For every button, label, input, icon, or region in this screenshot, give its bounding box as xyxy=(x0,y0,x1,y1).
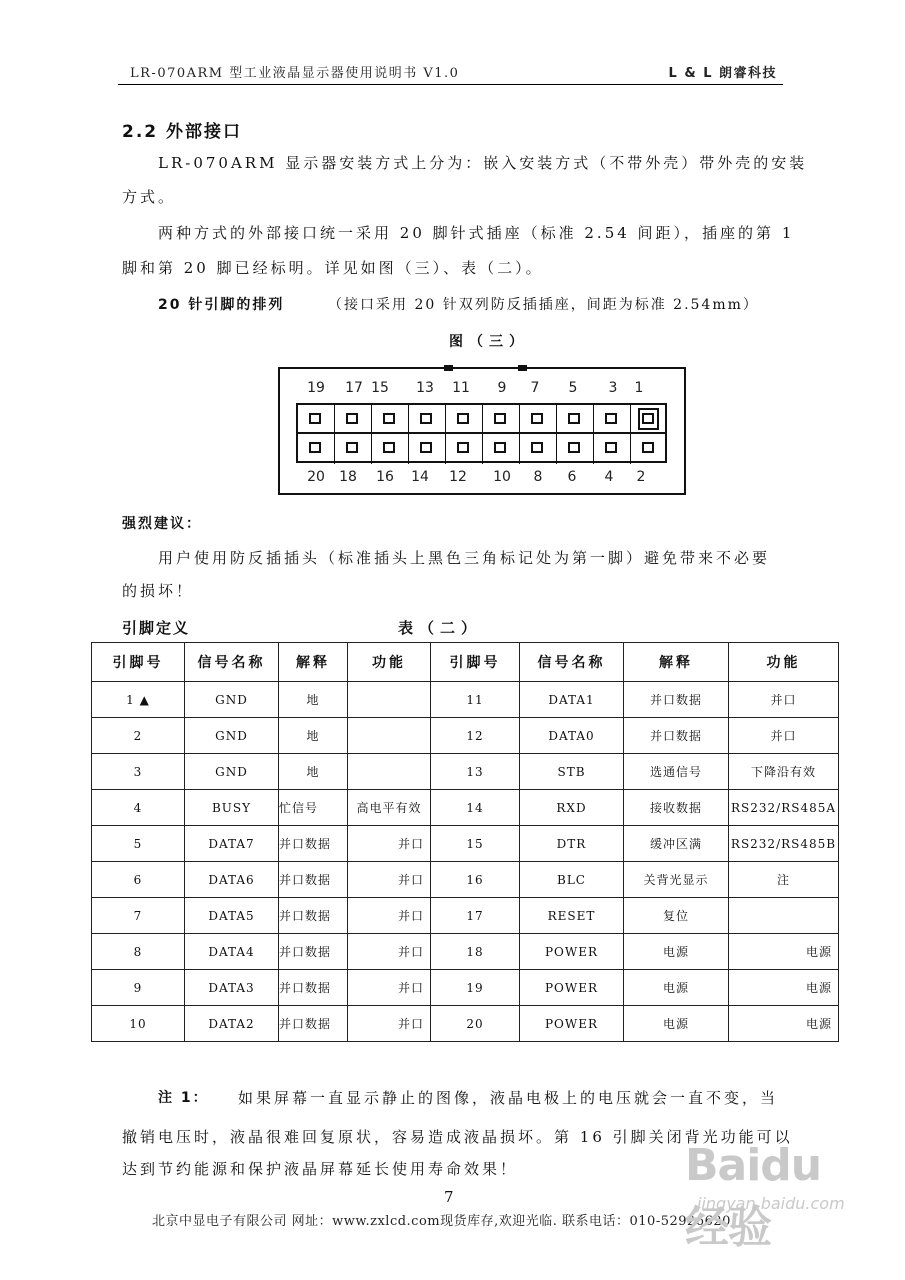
footer-contact: 北京中显电子有限公司 网址：www.zxlcd.com现货库存,欢迎光临. 联系电话：010-52926620 xyxy=(152,1214,731,1229)
connector-pin xyxy=(298,434,335,464)
signal-name: DATA2 xyxy=(185,1006,279,1042)
header-signal: 信号名称 xyxy=(520,643,624,682)
signal-name: DTR xyxy=(520,826,624,862)
function: 并口 xyxy=(348,934,431,970)
table-row xyxy=(92,826,839,862)
connector-pin xyxy=(631,434,668,464)
pin-label-top: 9 xyxy=(497,380,507,396)
table-row xyxy=(92,682,839,718)
para1-line1: LR-070ARM 显示器安装方式上分为：嵌入安装方式（不带外壳）带外壳的安装 xyxy=(158,154,808,172)
pin-arrangement-note: （接口采用 20 针双列防反插插座，间距为标准 2.54mm） xyxy=(328,297,759,313)
description: 并口数据 xyxy=(279,862,348,898)
function: 下降沿有效 xyxy=(729,754,839,790)
pin-square xyxy=(568,413,580,424)
pin-number: 1 ▲ xyxy=(92,682,185,718)
connector-pin xyxy=(335,434,372,464)
function: 注 xyxy=(729,862,839,898)
table-row xyxy=(92,1006,839,1042)
signal-name: STB xyxy=(520,754,624,790)
advice-line2: 的损坏！ xyxy=(122,582,195,600)
table-number: 表（二） xyxy=(398,619,483,637)
description: 并口数据 xyxy=(279,934,348,970)
connector-pin xyxy=(335,405,372,435)
pin-number: 18 xyxy=(431,934,520,970)
pin-definition-table xyxy=(91,642,839,1042)
pin-label-top: 15 xyxy=(371,380,389,396)
pin-square xyxy=(420,413,432,424)
signal-name: GND xyxy=(185,754,279,790)
signal-name: BUSY xyxy=(185,790,279,826)
description: 缓冲区满 xyxy=(624,826,729,862)
note-line2: 撤销电压时，液晶很难回复原状，容易造成液晶损坏。第 16 引脚关闭背光功能可以 xyxy=(122,1128,793,1146)
pin-square xyxy=(642,442,654,453)
signal-name: DATA3 xyxy=(185,970,279,1006)
table-row xyxy=(92,970,839,1006)
pin-number: 17 xyxy=(431,898,520,934)
pin-number: 5 xyxy=(92,826,185,862)
description: 地 xyxy=(279,682,348,718)
pin-square xyxy=(457,413,469,424)
pin-square xyxy=(383,442,395,453)
pin-label-bottom: 4 xyxy=(604,469,614,485)
pin-label-bottom: 10 xyxy=(493,469,511,485)
function: 并口 xyxy=(348,970,431,1006)
header-title: LR-070ARM 型工业液晶显示器使用说明书 V1.0 xyxy=(130,66,460,81)
header-rule xyxy=(118,84,783,85)
pin-number: 9 xyxy=(92,970,185,1006)
pin-label-top: 19 xyxy=(307,380,325,396)
header-company: L & L 朗睿科技 xyxy=(668,66,777,81)
function: 并口 xyxy=(348,898,431,934)
description: 电源 xyxy=(624,934,729,970)
para1-line2: 方式。 xyxy=(122,188,177,206)
pin-label-top: 11 xyxy=(452,380,470,396)
signal-name: GND xyxy=(185,682,279,718)
note-line3: 达到节约能源和保护液晶屏幕延长使用寿命效果！ xyxy=(122,1160,519,1178)
signal-name: RXD xyxy=(520,790,624,826)
connector-pin xyxy=(483,405,520,435)
header-description: 解释 xyxy=(624,643,729,682)
signal-name: POWER xyxy=(520,1006,624,1042)
pin-number: 4 xyxy=(92,790,185,826)
description: 并口数据 xyxy=(624,682,729,718)
table-row xyxy=(92,790,839,826)
signal-name: BLC xyxy=(520,862,624,898)
pin-number: 20 xyxy=(431,1006,520,1042)
pin-square xyxy=(568,442,580,453)
pin-label-bottom: 18 xyxy=(339,469,357,485)
pin-number: 6 xyxy=(92,862,185,898)
watermark-logo xyxy=(685,1140,845,1253)
function xyxy=(348,682,431,718)
section-heading: 2.2 外部接口 xyxy=(122,122,243,142)
watermark-brand: Baidu经验 xyxy=(685,1140,822,1253)
pin-square xyxy=(346,413,358,424)
para2-line2: 脚和第 20 脚已经标明。详见如图（三）、表（二）。 xyxy=(122,259,544,277)
description: 忙信号 xyxy=(279,790,348,826)
pin-square xyxy=(309,442,321,453)
connector-pin xyxy=(298,405,335,435)
pin-square xyxy=(494,442,506,453)
signal-name: DATA0 xyxy=(520,718,624,754)
signal-name: POWER xyxy=(520,934,624,970)
pin-label-bottom: 6 xyxy=(567,469,577,485)
function: 并口 xyxy=(348,862,431,898)
pin-number: 8 xyxy=(92,934,185,970)
signal-name: DATA6 xyxy=(185,862,279,898)
description: 接收数据 xyxy=(624,790,729,826)
signal-name: DATA7 xyxy=(185,826,279,862)
pin-label-top: 17 xyxy=(345,380,363,396)
connector-pin xyxy=(372,405,409,435)
connector-pin xyxy=(483,434,520,464)
table-row xyxy=(92,718,839,754)
para2-line1: 两种方式的外部接口统一采用 20 脚针式插座（标准 2.54 间距），插座的第 1 xyxy=(158,224,795,242)
description: 电源 xyxy=(624,970,729,1006)
description: 选通信号 xyxy=(624,754,729,790)
header-function: 功能 xyxy=(729,643,839,682)
pin-square xyxy=(383,413,395,424)
pin-number: 15 xyxy=(431,826,520,862)
pin-arrangement-label: 20 针引脚的排列 xyxy=(158,297,285,313)
signal-name: POWER xyxy=(520,970,624,1006)
connector-pin xyxy=(520,434,557,464)
description: 地 xyxy=(279,754,348,790)
pin-number: 11 xyxy=(431,682,520,718)
pin-square xyxy=(605,442,617,453)
function: 电源 xyxy=(729,934,839,970)
table-row xyxy=(92,898,839,934)
description: 并口数据 xyxy=(624,718,729,754)
pin-number: 3 xyxy=(92,754,185,790)
table-row xyxy=(92,934,839,970)
pin-number: 2 xyxy=(92,718,185,754)
function: 电源 xyxy=(729,1006,839,1042)
connector-pin xyxy=(631,405,668,435)
function: 电源 xyxy=(729,970,839,1006)
function xyxy=(348,718,431,754)
connector-pin xyxy=(557,434,594,464)
pin-square xyxy=(346,442,358,453)
advice-title: 强烈建议： xyxy=(122,516,202,532)
note-line1: 如果屏幕一直显示静止的图像，液晶电极上的电压就会一直不变，当 xyxy=(238,1089,779,1107)
function: RS232/RS485B xyxy=(729,826,839,862)
header-description: 解释 xyxy=(279,643,348,682)
pin-label-bottom: 14 xyxy=(411,469,429,485)
function: 并口 xyxy=(729,682,839,718)
pin-number: 19 xyxy=(431,970,520,1006)
pin-label-top: 7 xyxy=(530,380,540,396)
function: 并口 xyxy=(729,718,839,754)
table-label: 引脚定义 xyxy=(122,619,191,637)
connector-pin xyxy=(594,434,631,464)
advice-line1: 用户使用防反插插头（标准插头上黑色三角标记处为第一脚）避免带来不必要 xyxy=(158,549,771,567)
table-row xyxy=(92,862,839,898)
description: 复位 xyxy=(624,898,729,934)
page-number: 7 xyxy=(444,1188,454,1206)
pin-label-bottom: 8 xyxy=(533,469,543,485)
pin-label-bottom: 20 xyxy=(307,469,325,485)
pin-square xyxy=(642,413,654,424)
pin-label-bottom: 2 xyxy=(636,469,646,485)
pin-number: 12 xyxy=(431,718,520,754)
connector-pin xyxy=(409,405,446,435)
pin-number: 13 xyxy=(431,754,520,790)
function: 并口 xyxy=(348,826,431,862)
function: 高电平有效 xyxy=(348,790,431,826)
pin-label-bottom: 12 xyxy=(449,469,467,485)
figure-title: 图（三） xyxy=(449,334,529,350)
pin-square xyxy=(457,442,469,453)
pin-label-top: 1 xyxy=(634,380,644,396)
pin-number: 10 xyxy=(92,1006,185,1042)
description: 并口数据 xyxy=(279,1006,348,1042)
header-function: 功能 xyxy=(348,643,431,682)
function xyxy=(348,754,431,790)
header-pin: 引脚号 xyxy=(92,643,185,682)
pin-label-top: 3 xyxy=(608,380,618,396)
description: 并口数据 xyxy=(279,826,348,862)
note-label: 注 1： xyxy=(158,1090,209,1106)
connector-pin xyxy=(409,434,446,464)
connector-pin xyxy=(446,405,483,435)
pin-number: 14 xyxy=(431,790,520,826)
signal-name: DATA4 xyxy=(185,934,279,970)
table-row xyxy=(92,754,839,790)
description: 地 xyxy=(279,718,348,754)
pin-number: 7 xyxy=(92,898,185,934)
pin-square xyxy=(494,413,506,424)
function: 并口 xyxy=(348,1006,431,1042)
pin-square xyxy=(531,442,543,453)
signal-name: RESET xyxy=(520,898,624,934)
pin-label-top: 13 xyxy=(416,380,434,396)
pin-number: 16 xyxy=(431,862,520,898)
pin-square xyxy=(605,413,617,424)
pin-square xyxy=(309,413,321,424)
header-pin: 引脚号 xyxy=(431,643,520,682)
watermark-url: jingyan.baidu.com xyxy=(697,1194,845,1213)
table-header-row xyxy=(92,643,839,682)
pin-square xyxy=(420,442,432,453)
pin-label-bottom: 16 xyxy=(376,469,394,485)
description: 关背光显示 xyxy=(624,862,729,898)
signal-name: GND xyxy=(185,718,279,754)
signal-name: DATA5 xyxy=(185,898,279,934)
connector-pin xyxy=(520,405,557,435)
signal-name: DATA1 xyxy=(520,682,624,718)
connector-pin xyxy=(372,434,409,464)
function xyxy=(729,898,839,934)
description: 电源 xyxy=(624,1006,729,1042)
header-signal: 信号名称 xyxy=(185,643,279,682)
pin-square xyxy=(531,413,543,424)
function: RS232/RS485A xyxy=(729,790,839,826)
connector-pin xyxy=(594,405,631,435)
connector-pin xyxy=(446,434,483,464)
description: 并口数据 xyxy=(279,970,348,1006)
connector-pin xyxy=(557,405,594,435)
description: 并口数据 xyxy=(279,898,348,934)
pin-label-top: 5 xyxy=(568,380,578,396)
